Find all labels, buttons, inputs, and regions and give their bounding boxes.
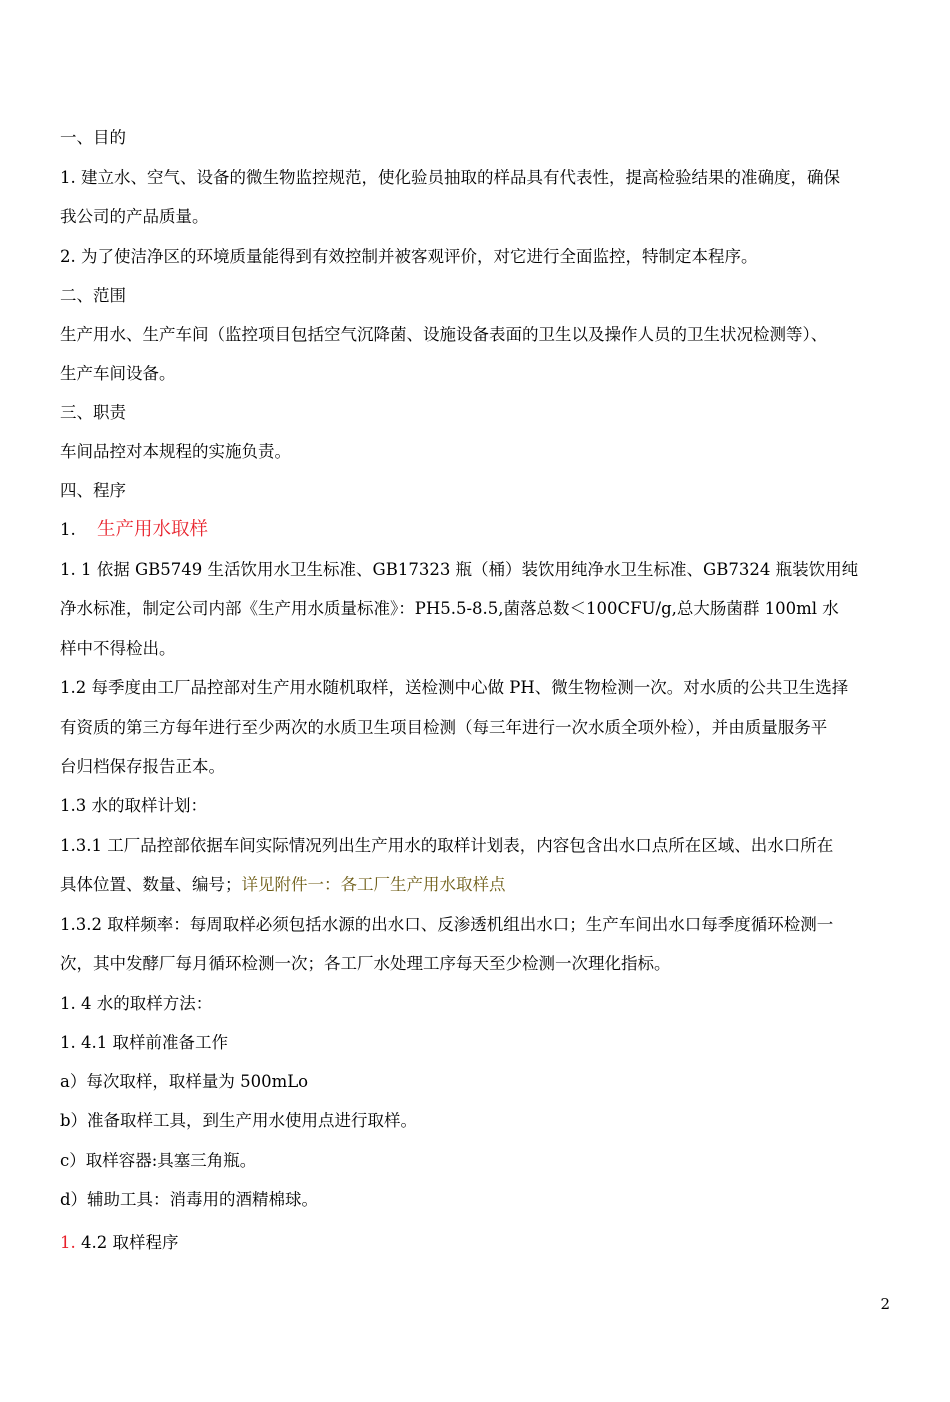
paragraph-1-1-line-3: 样中不得检出。 <box>60 639 176 658</box>
location-text: 具体位置、数量、编号； <box>60 875 242 894</box>
scope-paragraph-line-1: 生产用水、生产车间（监控项目包括空气沉降菌、设施设备表面的卫生以及操作人员的卫生状况检测等）、 <box>60 325 828 344</box>
purpose-paragraph-1-line-1: 1. 建立水、空气、设备的微生物监控规范，使化验员抽取的样品具有代表性，提高检验结果的准确度，确保 <box>60 168 840 187</box>
paragraph-1-4-2-number: 1. <box>60 1233 76 1252</box>
section-heading-duty: 三、职责 <box>60 403 126 422</box>
paragraph-1-3-1-line-2 <box>60 874 900 896</box>
paragraph-1-4-2 <box>60 1232 900 1254</box>
page-number: 2 <box>880 1295 890 1313</box>
paragraph-1-3-1-line-1: 1.3.1 工厂品控部依据车间实际情况列出生产用水的取样计划表，内容包含出水口点所在区域、出水口所在 <box>60 836 834 855</box>
list-item-b: b）准备取样工具，到生产用水使用点进行取样。 <box>60 1111 418 1130</box>
purpose-paragraph-1-line-2: 我公司的产品质量。 <box>60 207 209 226</box>
paragraph-1-3-2-line-2: 次，其中发酵厂每月循环检测一次；各工厂水处理工序每天至少检测一次理化指标。 <box>60 954 671 973</box>
paragraph-1-2-line-3: 台归档保存报告正本。 <box>60 757 225 776</box>
section-heading-purpose: 一、目的 <box>60 128 126 147</box>
paragraph-1-1-line-1: 1. 1 依据 GB5749 生活饮用水卫生标准、GB17323 瓶（桶）装饮用纯净水卫生标准、GB7324 瓶装饮用纯 <box>60 560 859 579</box>
paragraph-1-1-line-2: 净水标准，制定公司内部《生产用水质量标准》：PH5.5-8.5,菌落总数＜100CFU/g,总大肠菌群 100ml 水 <box>60 599 839 618</box>
paragraph-1-4-1: 1. 4.1 取样前准备工作 <box>60 1033 228 1052</box>
duty-paragraph: 车间品控对本规程的实施负责。 <box>60 442 291 461</box>
paragraph-1-3: 1.3 水的取样计划： <box>60 796 207 815</box>
purpose-paragraph-2: 2. 为了使洁净区的环境质量能得到有效控制并被客观评价，对它进行全面监控，特制定本程序。 <box>60 247 758 266</box>
paragraph-1-4: 1. 4 水的取样方法： <box>60 994 213 1013</box>
paragraph-1-2-line-2: 有资质的第三方每年进行至少两次的水质卫生项目检测（每三年进行一次水质全项外检），并由质量服务平 <box>60 718 828 737</box>
list-item-c: c）取样容器:具塞三角瓶。 <box>60 1151 257 1170</box>
paragraph-1-2-line-1: 1.2 每季度由工厂品控部对生产用水随机取样，送检测中心做 PH、微生物检测一次。对水质的公共卫生选择 <box>60 678 849 697</box>
subsection-number: 1. <box>60 520 76 539</box>
paragraph-1-4-2-text: 4.2 取样程序 <box>75 1233 179 1252</box>
section-heading-procedure: 四、程序 <box>60 481 126 500</box>
subsection-heading-water-sampling <box>60 519 900 541</box>
list-item-a: a）每次取样，取样量为 500mLo <box>60 1072 309 1091</box>
scope-paragraph-line-2: 生产车间设备。 <box>60 364 176 383</box>
list-item-d: d）辅助工具：消毒用的酒精棉球。 <box>60 1190 319 1209</box>
attachment-reference-link[interactable]: 详见附件一：各工厂生产用水取样点 <box>241 875 506 894</box>
section-heading-scope: 二、范围 <box>60 286 126 305</box>
paragraph-1-3-2-line-1: 1.3.2 取样频率：每周取样必须包括水源的出水口、反渗透机组出水口；生产车间出水口每季度循环检测一 <box>60 915 834 934</box>
subsection-title: 生产用水取样 <box>97 519 209 540</box>
